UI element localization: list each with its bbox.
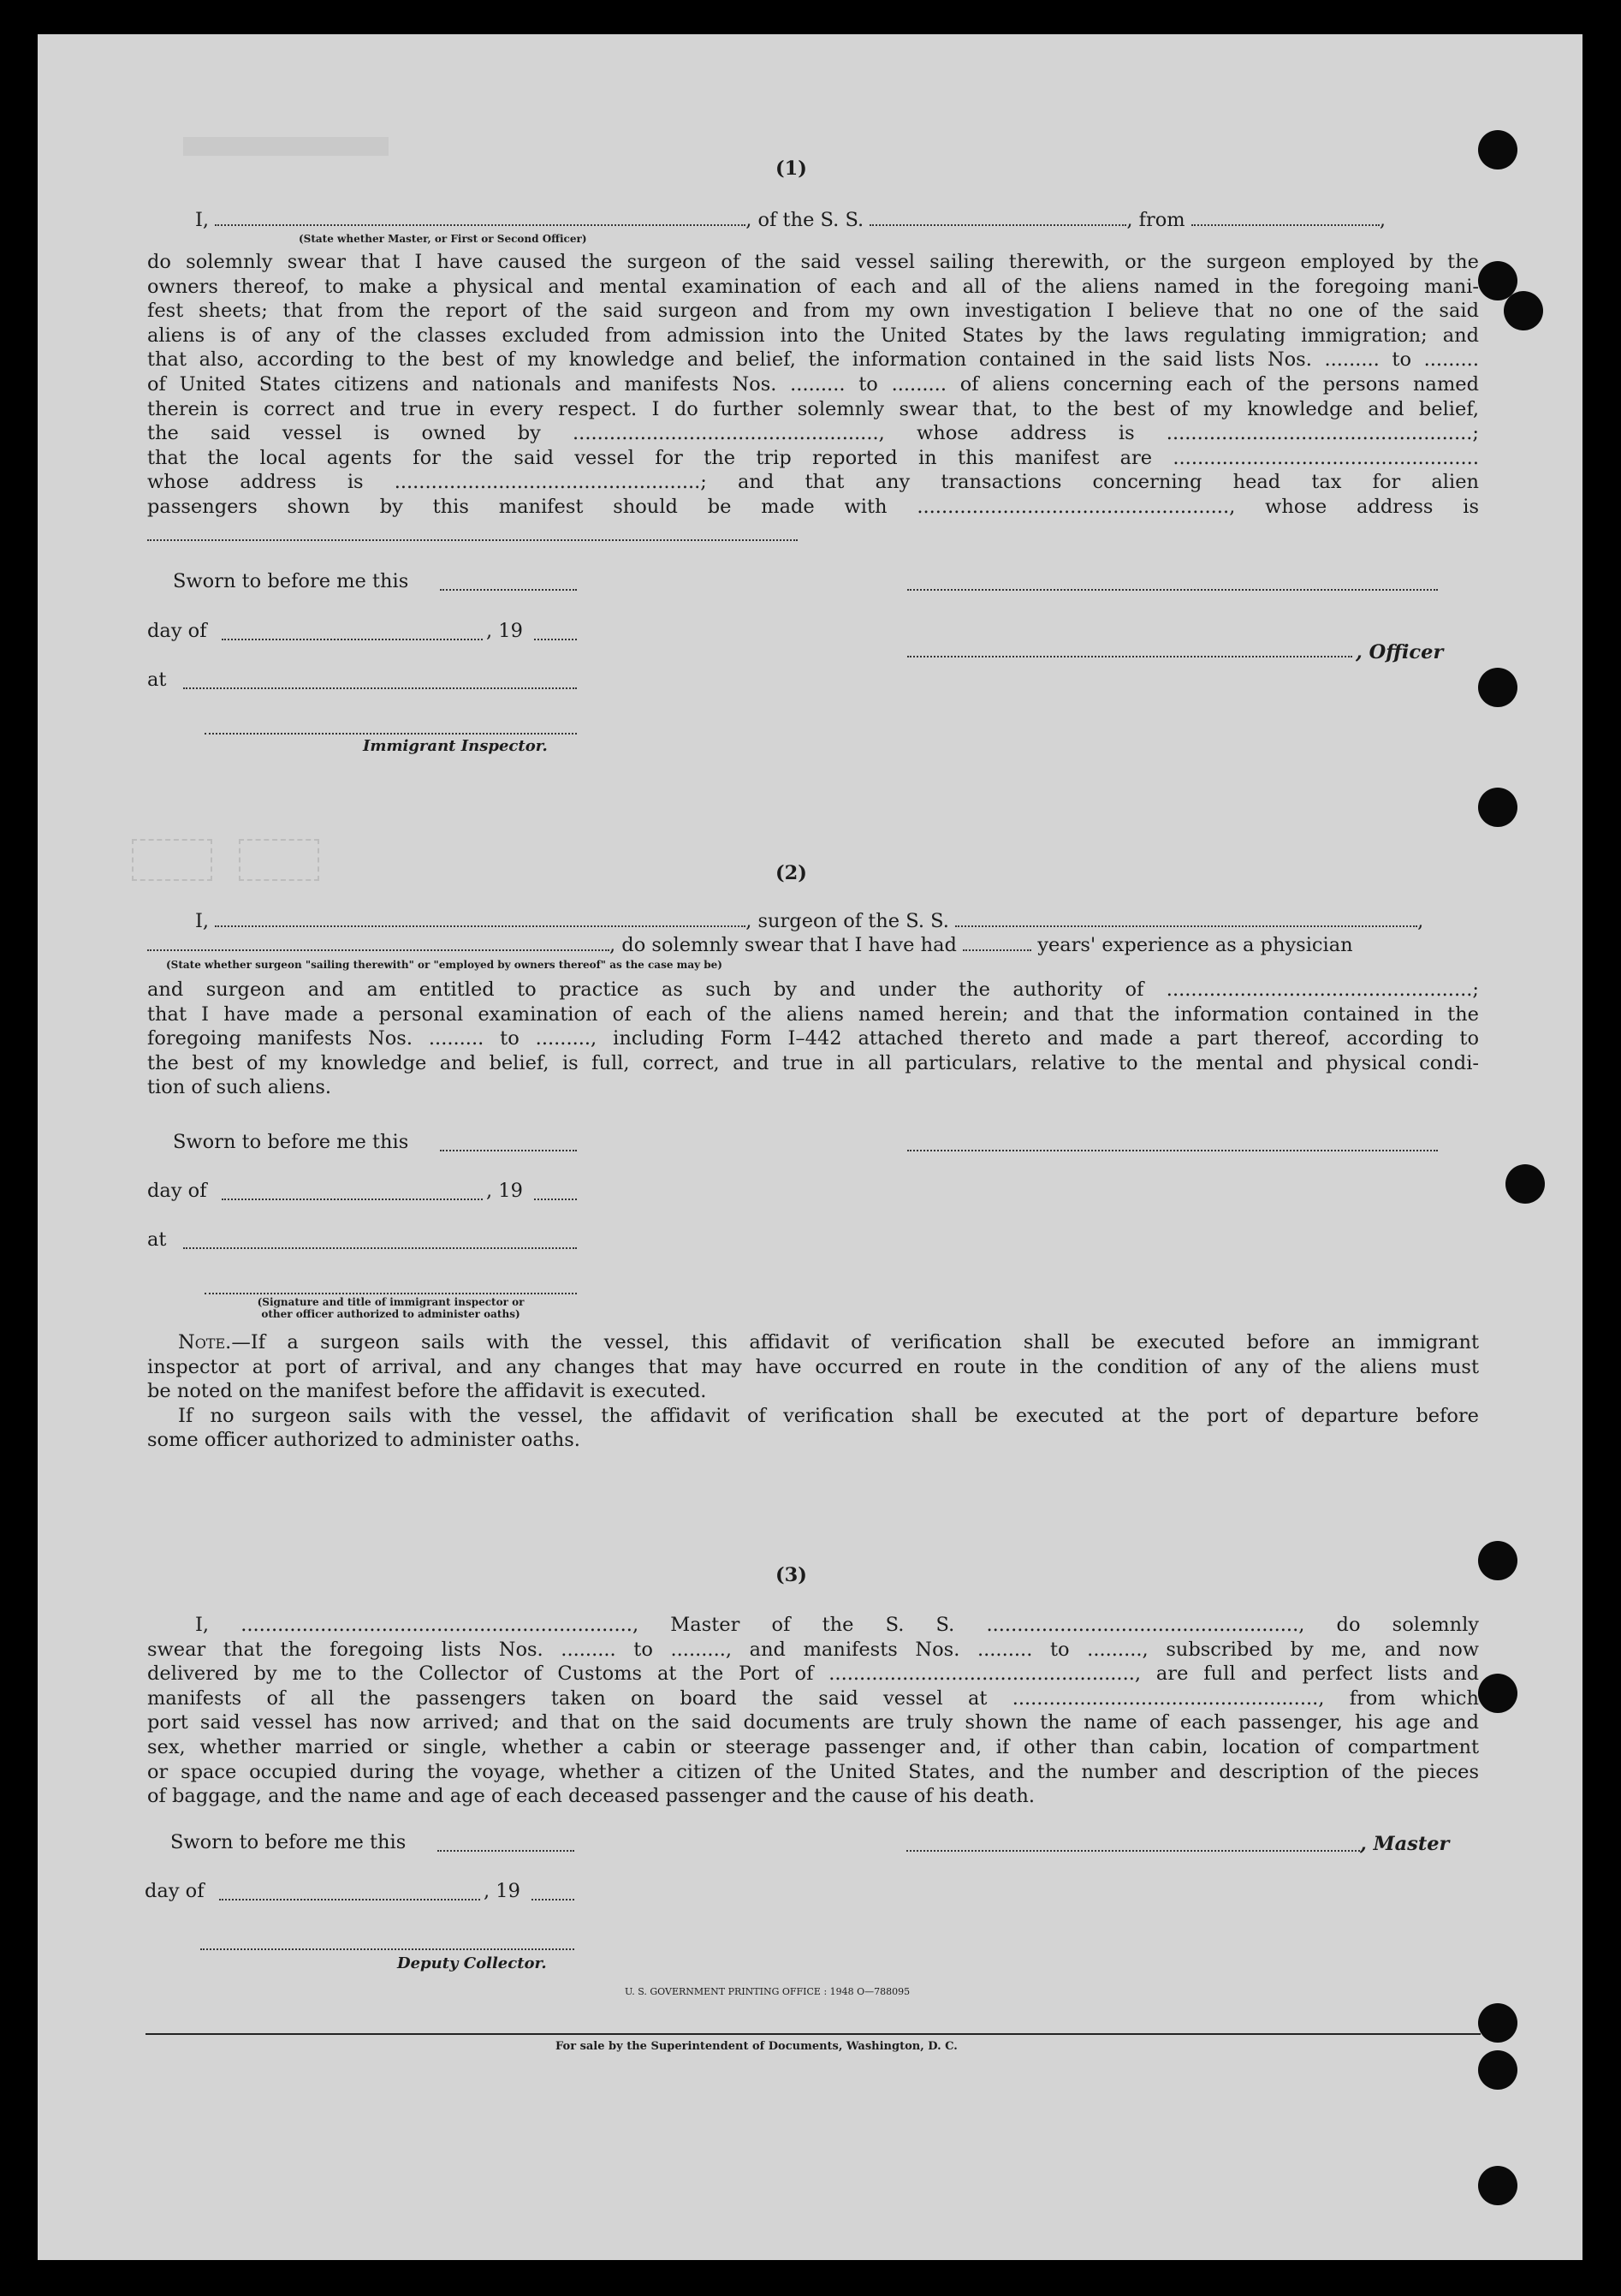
at-place-field[interactable]	[183, 1247, 577, 1249]
year-label: , 19	[486, 620, 523, 642]
oath-line: do solemnly swear that I have caused the surgeon of the said vessel sailing therewith, or the surgeon employed by the	[147, 251, 1479, 273]
sworn-label: Sworn to before me this	[173, 1131, 409, 1153]
at-label: at	[147, 1228, 167, 1251]
binder-hole	[1504, 291, 1543, 330]
section-2-oath-paragraph	[147, 978, 1479, 1100]
oath-line: sex, whether married or single, whether a cabin or steerage passenger and, if other than cabin, location of compartment	[147, 1735, 1479, 1758]
surgeon-name-field[interactable]	[215, 912, 745, 927]
officer-name-field[interactable]	[215, 211, 745, 226]
binder-hole	[1478, 2050, 1517, 2090]
binder-hole	[1478, 2003, 1517, 2043]
oath-line: the said vessel is owned by .................................................., whose address is ..................................................;	[147, 422, 1479, 445]
day-field[interactable]	[222, 1199, 483, 1200]
oath-line: that I have made a personal examination of each of the aliens named herein; and that the information contained in the	[147, 1002, 1479, 1026]
oath-line: the best of my knowledge and belief, is full, correct, and true in all particulars, relative to the mental and physical condi-	[147, 1051, 1479, 1074]
binder-hole	[1505, 1164, 1545, 1204]
section-1-number: (1)	[775, 158, 807, 180]
state-officer-caption: (State whether Master, or First or Second Officer)	[299, 233, 587, 245]
sworn-label: Sworn to before me this	[173, 570, 409, 592]
year-label: , 19	[484, 1880, 520, 1902]
experience-label: years' experience as a physician	[1037, 934, 1353, 956]
oath-line: of United States citizens and nationals and manifests Nos. ......... to ......... of aliens concerning each of the persons named	[147, 372, 1479, 396]
day-of-label: day of	[147, 620, 207, 642]
signature-caption	[205, 1296, 577, 1320]
section-2-intro-line: I, , surgeon of the S. S. ,	[195, 910, 1424, 932]
note-paragraph	[147, 1330, 1479, 1453]
officer-label: , Officer	[1356, 641, 1444, 663]
surgeon-status-caption: (State whether surgeon "sailing therewith" or "employed by owners thereof" as the case may be)	[166, 959, 722, 971]
oath-line: I, ................................................................, Master of the S. S. ..................................................., do solemnly	[195, 1614, 1479, 1636]
day-of-label: day of	[147, 1180, 207, 1202]
oath-line: tion of such aliens.	[147, 1076, 332, 1099]
pronoun-i: I,	[195, 209, 210, 231]
form-page	[38, 34, 1582, 2260]
from-port-field[interactable]	[1191, 211, 1380, 226]
section-2-experience-line	[147, 933, 1482, 958]
swear-label: , do solemnly swear that I have had	[609, 934, 957, 956]
binder-hole	[1478, 130, 1517, 170]
oath-line: therein is correct and true in every respect. I do further solemnly swear that, to the best of my knowledge and belief,	[147, 397, 1479, 420]
note-text: —If a surgeon sails with the vessel, this affidavit of verification shall be executed before an immigrant	[231, 1331, 1479, 1353]
oath-line: foregoing manifests Nos. ......... to ........., including Form I–442 attached thereto and made a part thereof, according to	[147, 1027, 1479, 1050]
immigrant-inspector-label: Immigrant Inspector.	[363, 737, 548, 755]
of-ss-label: , of the S. S.	[745, 209, 864, 231]
note-line: some officer authorized to administer oaths.	[147, 1429, 580, 1452]
day-field[interactable]	[222, 639, 483, 640]
year-field[interactable]	[534, 1199, 577, 1200]
inspector-signature-field[interactable]	[205, 1293, 577, 1294]
oath-line: or space occupied during the voyage, whether a citizen of the United States, and the number and description of the pieces	[147, 1760, 1479, 1783]
oath-line: that also, according to the best of my knowledge and belief, the information contained in the said lists Nos. ......... to .........	[147, 348, 1479, 372]
collector-signature-field[interactable]	[200, 1948, 574, 1950]
vessel-name-field[interactable]	[870, 211, 1126, 226]
surgeon-of-ss-label: , surgeon of the S. S.	[745, 910, 949, 932]
section-3-number: (3)	[775, 1564, 807, 1586]
master-signature-field[interactable]	[906, 1850, 1360, 1852]
oath-line: swear that the foregoing lists Nos. ......... to ........., and manifests Nos. ......... to ........., subscribed by me, and now	[147, 1638, 1479, 1661]
oath-line: whose address is ..................................................; and that any transactions concerning head tax for alien	[147, 471, 1479, 494]
section-2-number: (2)	[775, 862, 807, 884]
oath-line: fest sheets; that from the report of the said surgeon and from my own investigation I believe that no one of the said	[147, 300, 1479, 323]
deputy-collector-label: Deputy Collector.	[397, 1954, 547, 1972]
oath-line: of baggage, and the name and age of each deceased passenger and the cause of his death.	[147, 1785, 1036, 1808]
officer-signature-field[interactable]	[907, 589, 1438, 591]
at-place-field[interactable]	[183, 687, 577, 689]
oath-line: manifests of all the passengers taken on board the said vessel at .................................................., from which	[147, 1686, 1479, 1710]
note-line	[147, 1330, 1479, 1355]
note-line: If no surgeon sails with the vessel, the affidavit of verification shall be executed at the port of departure before	[178, 1404, 1479, 1427]
years-experience-field[interactable]	[963, 936, 1031, 951]
sworn-label: Sworn to before me this	[170, 1831, 407, 1853]
section-1-intro-line: I, , of the S. S. , from ,	[195, 209, 1386, 231]
note-line: inspector at port of arrival, and any changes that may have occurred en route in the condition of any of the aliens must	[147, 1355, 1479, 1378]
from-label: , from	[1126, 209, 1185, 231]
vessel-name-field[interactable]	[955, 912, 1417, 927]
oath-line: passengers shown by this manifest should be made with ..................................................., whose address is	[147, 495, 1479, 518]
section-1-oath-paragraph	[147, 250, 1479, 520]
footer-rule	[145, 2033, 1481, 2035]
binder-hole	[1478, 1674, 1517, 1713]
bleed-through-mark	[183, 137, 389, 156]
address-continuation-line[interactable]	[147, 539, 798, 541]
signature-caption-line: (Signature and title of immigrant inspector or	[257, 1296, 525, 1308]
sworn-date-field[interactable]	[440, 1150, 577, 1151]
pronoun-i: I,	[195, 910, 210, 932]
year-label: , 19	[486, 1180, 523, 1202]
year-field[interactable]	[531, 1899, 574, 1900]
oath-line: owners thereof, to make a physical and mental examination of each and all of the aliens named in the foregoing mani-	[147, 275, 1479, 298]
day-of-label: day of	[145, 1880, 205, 1902]
sworn-date-field[interactable]	[437, 1850, 574, 1852]
oath-line: aliens is of any of the classes excluded from admission into the United States by the laws regulating immigration; and	[147, 324, 1479, 347]
bleed-through-mark	[132, 839, 212, 881]
gpo-imprint: U. S. GOVERNMENT PRINTING OFFICE : 1948 O—788095	[625, 1986, 911, 1997]
oath-line: delivered by me to the Collector of Customs at the Port of .................................................., are full and perfect lists and	[147, 1663, 1479, 1686]
signature-caption-line: other officer authorized to administer oaths)	[261, 1308, 520, 1320]
officer-title-field[interactable]	[907, 656, 1352, 657]
binder-hole	[1478, 668, 1517, 707]
note-label: Note.	[178, 1331, 232, 1353]
bleed-through-mark	[239, 839, 319, 881]
note-line: be noted on the manifest before the affidavit is executed.	[147, 1380, 707, 1403]
surgeon-status-field[interactable]	[147, 936, 609, 951]
binder-hole	[1478, 1541, 1517, 1580]
binder-hole	[1478, 788, 1517, 827]
oath-line: port said vessel has now arrived; and that on the said documents are truly shown the name of each passenger, his age and	[147, 1711, 1479, 1734]
sale-notice: For sale by the Superintendent of Documents, Washington, D. C.	[555, 2040, 958, 2053]
master-label: , Master	[1360, 1833, 1450, 1855]
year-field[interactable]	[534, 639, 577, 640]
surgeon-signature-field[interactable]	[907, 1150, 1438, 1151]
oath-line: that the local agents for the said vessel for the trip reported in this manifest are ..................................................	[147, 446, 1479, 469]
at-label: at	[147, 669, 167, 691]
day-field[interactable]	[219, 1899, 480, 1900]
binder-hole	[1478, 2166, 1517, 2205]
oath-line: and surgeon and am entitled to practice as such by and under the authority of ..................................................;	[147, 978, 1479, 1001]
sworn-date-field[interactable]	[440, 589, 577, 591]
section-3-oath-paragraph	[147, 1613, 1479, 1809]
